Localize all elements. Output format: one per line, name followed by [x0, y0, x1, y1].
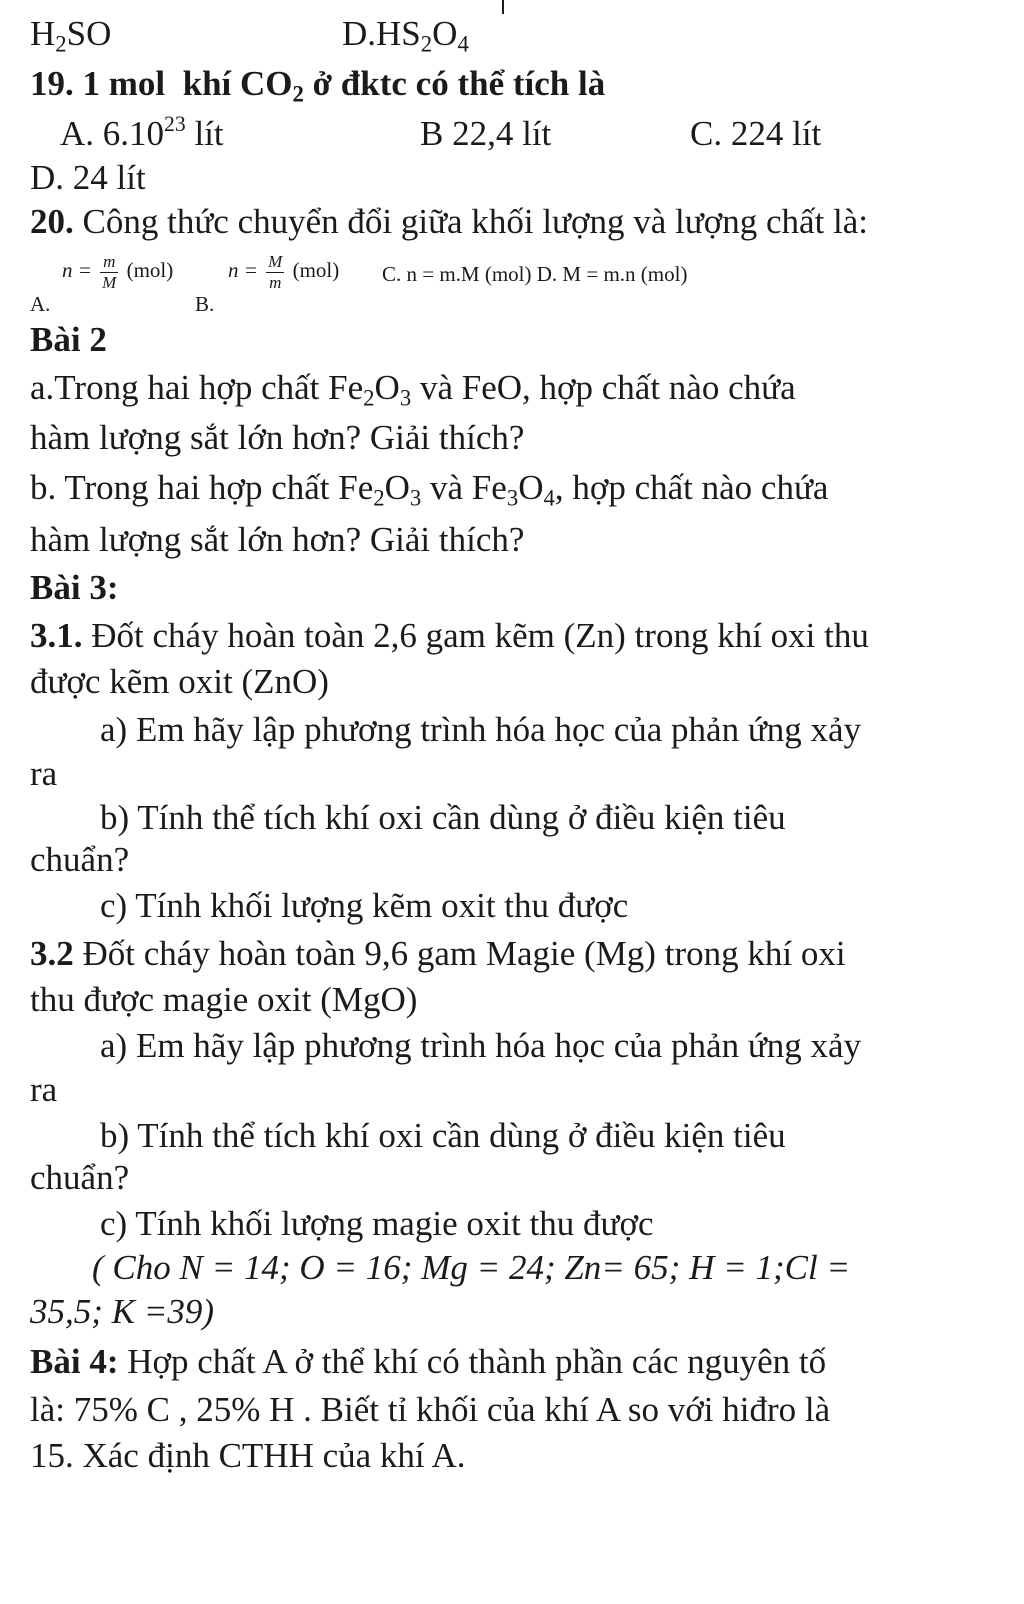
q20-options-c-d: C. n = m.M (mol) D. M = m.n (mol)	[382, 262, 688, 286]
bai2-title: Bài 2	[30, 320, 107, 359]
bai2-b-line1: b. Trong hai hợp chất $Fe_2O_3$ và $Fe_3O_4$, hợp chất nào chứa	[30, 468, 829, 511]
q19-option-a: A. 6.10$^{23}$ lít	[60, 111, 224, 153]
bai3-p31-a-line1: a) Em hãy lập phương trình hóa học của phản ứng xảy	[100, 710, 862, 749]
q20-option-a-formula: n = $\frac{m}{M}$ (mol)	[62, 251, 174, 292]
bai2-a-line2: hàm lượng sắt lớn hơn? Giải thích?	[30, 418, 525, 457]
q19-question: 19. 1 mol khí $CO_2$ ở đktc có thể tích là	[30, 64, 606, 107]
q18-option-c: $H_2SO$	[30, 14, 112, 57]
given-constants-line2: 35,5; K =39)	[30, 1292, 215, 1331]
bai3-p31-line1: 3.1. Đốt cháy hoàn toàn 2,6 gam kẽm (Zn) trong khí oxi thu	[30, 616, 869, 655]
bai3-p31-b-line2: chuẩn?	[30, 840, 130, 879]
fraction: $\frac{m}{M}$	[102, 251, 117, 292]
q20-option-a-label: A.	[30, 292, 51, 316]
q20-option-b-formula: n = $\frac{M}{m}$ (mol)	[228, 251, 340, 292]
bai3-p31-a-line2: ra	[30, 754, 58, 793]
bai3-p32-line2: thu được magie oxit (MgO)	[30, 980, 418, 1019]
bai2-b-line2: hàm lượng sắt lớn hơn? Giải thích?	[30, 520, 525, 559]
bai3-p32-b-line1: b) Tính thể tích khí oxi cần dùng ở điều kiện tiêu	[100, 1116, 786, 1155]
q19-option-c: C. 224 lít	[690, 114, 822, 153]
bai4-line1: Bài 4: Hợp chất A ở thể khí có thành phần các nguyên tố	[30, 1342, 827, 1381]
bai3-p31-line2: được kẽm oxit (ZnO)	[30, 662, 329, 701]
q20-option-b-label: B.	[195, 292, 215, 316]
bai4-line2: là: 75% C , 25% H . Biết tỉ khối của khí A so với hiđro là	[30, 1390, 831, 1429]
bai3-p32-line1: 3.2 Đốt cháy hoàn toàn 9,6 gam Magie (Mg) trong khí oxi	[30, 934, 846, 973]
bai3-p31-c: c) Tính khối lượng kẽm oxit thu được	[100, 886, 629, 925]
bai3-p32-b-line2: chuẩn?	[30, 1158, 130, 1197]
bai3-p31-b-line1: b) Tính thể tích khí oxi cần dùng ở điều kiện tiêu	[100, 798, 786, 837]
bai3-p32-c: c) Tính khối lượng magie oxit thu được	[100, 1204, 654, 1243]
bai3-p32-a-line1: a) Em hãy lập phương trình hóa học của phản ứng xảy	[100, 1026, 862, 1065]
bai3-p32-a-line2: ra	[30, 1070, 58, 1109]
bai4-line3: 15. Xác định CTHH của khí A.	[30, 1436, 466, 1475]
fraction: $\frac{M}{m}$	[268, 251, 283, 292]
given-constants-line1: ( Cho N = 14; O = 16; Mg = 24; Zn= 65; H = 1;Cl =	[92, 1248, 851, 1287]
q20-question: 20. Công thức chuyển đổi giữa khối lượng và lượng chất là:	[30, 202, 869, 241]
q19-option-d: D. 24 lít	[30, 158, 146, 197]
q19-option-b: B 22,4 lít	[420, 114, 552, 153]
bai2-a-line1: a.Trong hai hợp chất $Fe_2O_3$ và FeO, hợp chất nào chứa	[30, 368, 796, 411]
q18-tail	[30, 12, 1006, 56]
bai3-title: Bài 3:	[30, 568, 119, 607]
q18-option-d: $D.HS_2O_4$	[342, 14, 469, 57]
q20-options-row	[30, 248, 1006, 318]
